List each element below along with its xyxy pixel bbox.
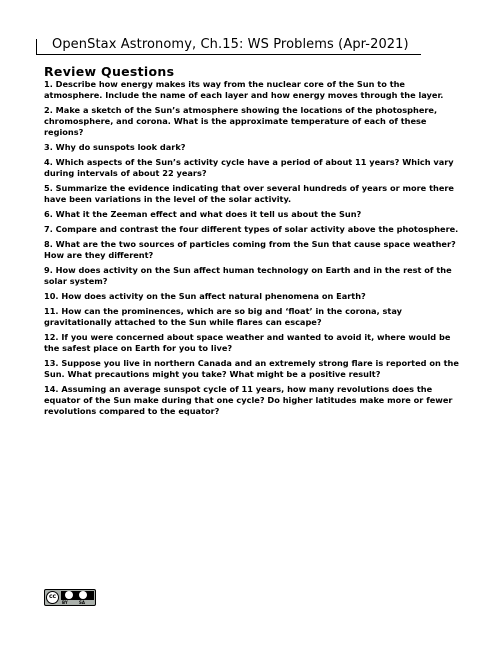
by-label: BY [62,600,68,605]
share-alike-icon [79,591,87,599]
question-13: 13. Suppose you live in northern Canada and an extremely strong flare is reported on the Sun. What precautions might you take? What might be a positive result? [44,358,459,379]
header-bar [36,39,421,55]
question-10: 10. How does activity on the Sun affect natural phenomena on Earth? [44,291,366,301]
question-3: 3. Why do sunspots look dark? [44,142,186,152]
question-1: 1. Describe how energy makes its way from the nuclear core of the Sun to the atmosphere. Include the name of each layer and how energy moves through the layer. [44,79,444,100]
question-8: 8. What are the two sources of particles coming from the Sun that cause space weather? How are they different? [44,239,456,260]
creative-commons-icon: cc [46,591,59,604]
question-14: 14. Assuming an average sunspot cycle of 11 years, how many revolutions does the equator of the Sun make during that one cycle? Do higher latitudes make more or fewer revolutions compared to the equator? [44,384,453,416]
section-heading: Review Questions [44,64,175,79]
attribution-icon [65,591,73,599]
question-list [44,79,464,421]
question-2: 2. Make a sketch of the Sun’s atmosphere showing the locations of the photosphere, chromosphere, and corona. What is the approximate temperature of each of these regions? [44,105,438,137]
question-11: 11. How can the prominences, which are so big and ‘float’ in the corona, stay gravitationally attached to the Sun while flares can escape? [44,306,402,327]
cc-license-badge [44,589,96,606]
document-title: OpenStax Astronomy, Ch.15: WS Problems (Apr-2021) [52,37,409,52]
question-6: 6. What it the Zeeman effect and what does it tell us about the Sun? [44,209,362,219]
question-5: 5. Summarize the evidence indicating that over several hundreds of years or more there have been variations in the level of the solar activity. [44,183,454,204]
question-4: 4. Which aspects of the Sun’s activity cycle have a period of about 11 years? Which vary during intervals of about 22 years? [44,157,454,178]
question-12: 12. If you were concerned about space weather and wanted to avoid it, where would be the safest place on Earth for you to live? [44,332,451,353]
sa-label: SA [79,600,85,605]
question-7: 7. Compare and contrast the four different types of solar activity above the photosphere. [44,224,459,234]
question-9: 9. How does activity on the Sun affect human technology on Earth and in the rest of the solar system? [44,265,452,286]
